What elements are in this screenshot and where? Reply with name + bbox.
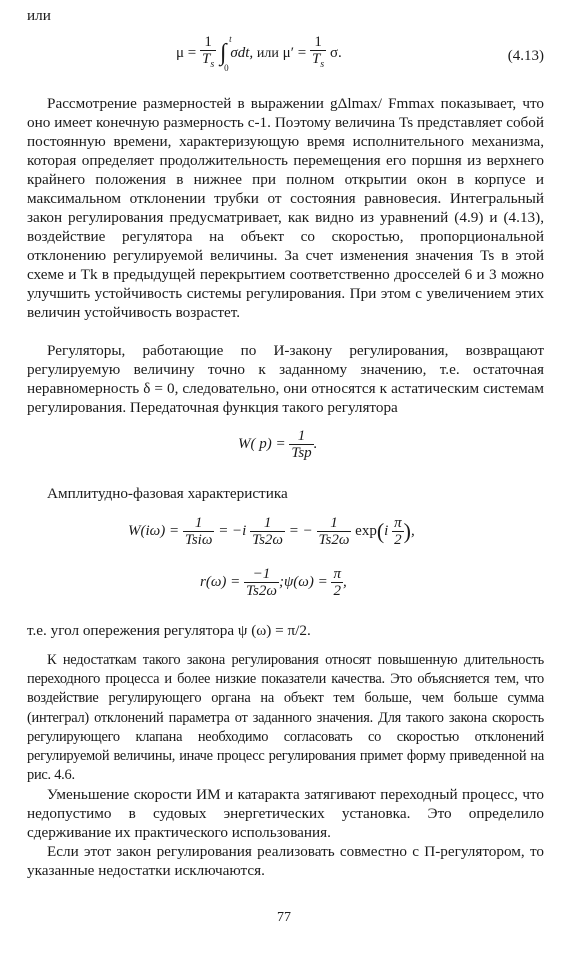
paragraph-afc: Амплитудно-фазовая характеристика: [47, 485, 288, 502]
equation-amplitude-phase: r(ω) = $\frac{-1}{Ts2\omega}$ ;ψ(ω) = $\frac{\pi}{2}$ ,: [200, 566, 347, 599]
paragraph-speed-reduction: Уменьшение скорости ИМ и катаракта затягивают переходный процесс, что недопустимо в судовых энергетических установка. Это определило сдерживание их практического использования.: [27, 786, 544, 841]
text-ili: или: [27, 7, 51, 24]
paragraph-disadvantages: К недостаткам такого закона регулирования относят повышенную длительность переходного процесса и более низкие показатели качества. Это объясняется тем, что воздействие регулирующего органа на объект тем больше, чем больше сумма (интеграл) отклонений параметра от заданного значения. Для такого закона скорость регулирующего клапана необходимо согласовать со скоростью отклонений регулируемой величины, иначе процесс регулирования примет форму приведенной на рис. 4.6.: [27, 652, 544, 784]
equation-frequency-response: W(iω) = $\frac{1}{\text{Tsiω}}$ = −i $\frac{1}{Ts2\omega}$ = − $\frac{1}{Ts2\omega}$ exp(i $\frac{\pi}{2}$ ),: [128, 515, 415, 548]
eq413-fraction-1: $\frac{1}{T_s}$: [202, 34, 215, 70]
equation-transfer-function: W( p) = $\frac{1}{\text{Tsp}}$ .: [238, 428, 318, 461]
paragraph-dimensions: Рассмотрение размерностей в выражении gΔlmax/ Fmmax показывает, что оно имеет конечную размерность с-1. Поэтому величина Ts представляет собой постоянную времени, характеризующую время исполнительного механизма, которая определяет продолжительность перемещения его поршня из верхнего крайнего положения в нижнее при полном открытии окон в корпусе и максимальном отклонении трубки от состояния равновесия. Интегральный закон регулирования предусматривает, как видно из уравнений (4.9) и (4.13), воздействие регулятора на объект со скоростью, пропорциональной отклонению регулируемой величины. За счет изменения значения Ts в этой схеме и Tk в предыдущей перекрытием соответственно дросселей 6 и 3 можно улучшить устойчивость системы регулирования. При этом с увеличением этих величин устойчивость возрастет.: [27, 95, 544, 321]
eq413-sigma: σ.: [329, 44, 342, 61]
paragraph-lead-angle: т.е. угол опережения регулятора ψ (ω) = π/2.: [27, 622, 311, 639]
eq413-ili: или: [256, 45, 279, 61]
eq413-fraction-2: $\frac{1}{T_s}$: [311, 34, 325, 70]
integral-sign: ∫ t 0: [220, 34, 232, 73]
eq413-mu: μ =: [176, 44, 197, 61]
equation-number-4-13: (4.13): [507, 48, 544, 64]
page-number: 77: [277, 910, 291, 925]
eq413-sigma-dt: σdt,: [230, 44, 254, 61]
paragraph-combination: Если этот закон регулирования реализовать совместно с П-регулятором, то указанные недостатки исключаются.: [27, 843, 544, 879]
equation-4-13: [176, 34, 342, 73]
paragraph-regulators: Регуляторы, работающие по И-закону регулирования, возвращают регулируемую величину точно к заданному значению, т.е. остаточная неравномерность δ = 0, следовательно, они относятся к астатическим системам регулирования. Передаточная функция такого регулятора: [27, 342, 544, 416]
eq413-mu-prime: μ′ =: [282, 44, 307, 61]
